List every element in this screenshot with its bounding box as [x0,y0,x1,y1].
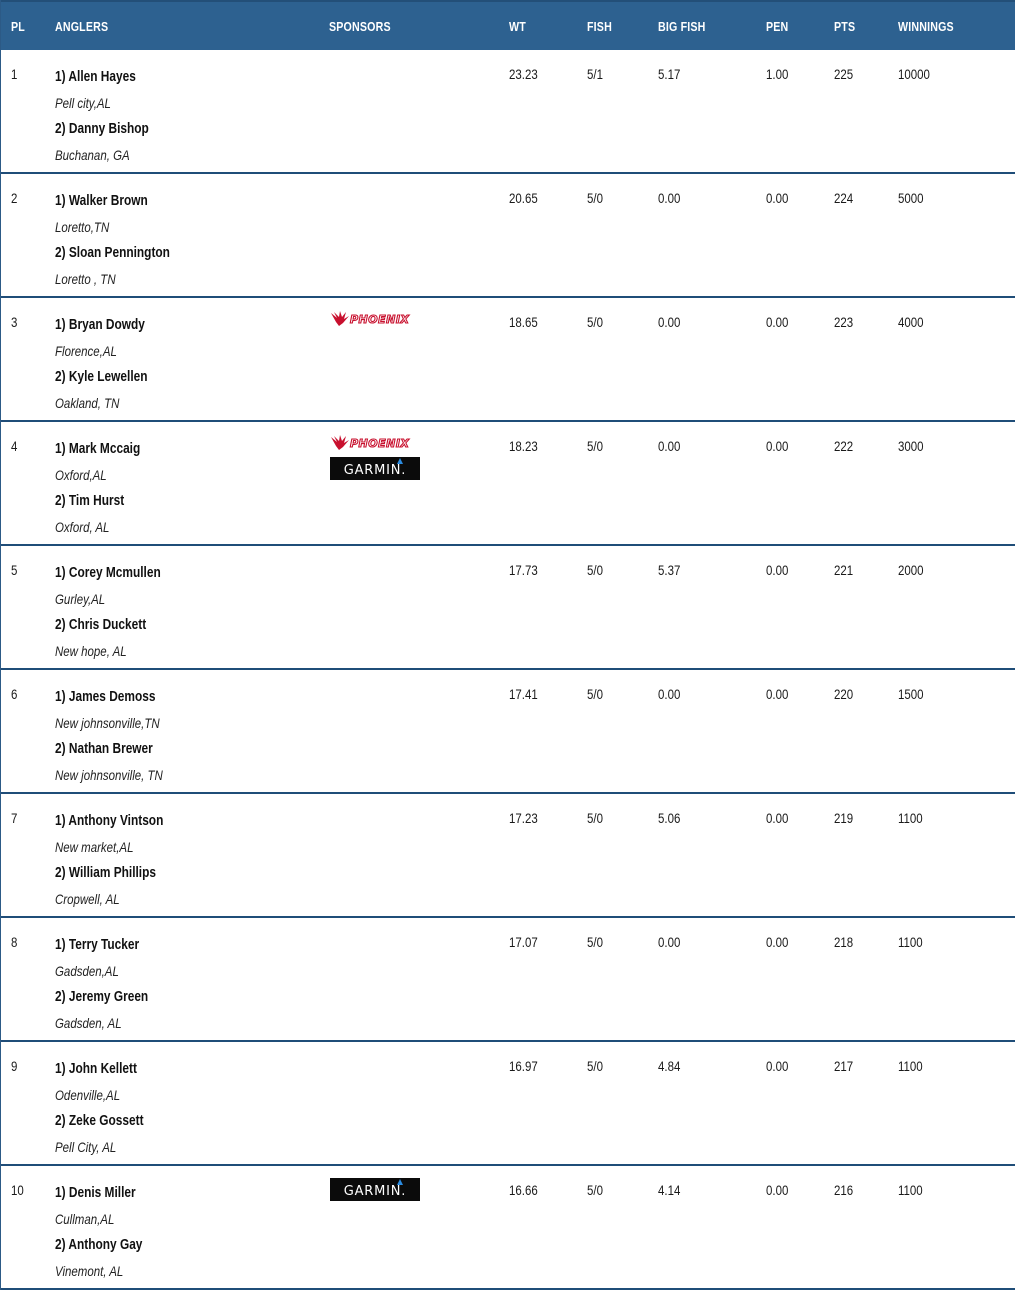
phoenix-logo-text: PHOENIX [350,437,410,450]
angler-1-name: 1) Anthony Vintson [55,813,164,829]
table-row [1,50,1015,174]
angler-1-name: 1) John Kellett [55,1061,137,1077]
weight-cell: 20.65 [509,190,538,206]
angler-2-name: 2) William Phillips [55,865,156,881]
winnings-cell: 1100 [898,934,923,950]
fish-count-cell: 5/1 [587,66,603,82]
place-cell: 5 [11,562,18,578]
header-fish: FISH [587,19,612,34]
angler-2-name: 2) Zeke Gossett [55,1113,144,1129]
garmin-logo-icon [330,1178,420,1201]
big-fish-cell: 5.37 [658,562,681,578]
angler-1-location: Pell city,AL [55,95,111,111]
points-cell: 223 [834,314,854,330]
angler-2-name: 2) Tim Hurst [55,493,125,509]
angler-2-location: New hope, AL [55,643,127,659]
angler-1-name: 1) Walker Brown [55,193,148,209]
angler-1-location: Loretto,TN [55,219,110,235]
angler-2-name: 2) Anthony Gay [55,1237,143,1253]
angler-2-location: Vinemont, AL [55,1263,124,1279]
fish-count-cell: 5/0 [587,1058,603,1074]
header-pen: PEN [766,19,789,34]
winnings-cell: 2000 [898,562,924,578]
angler-1-name: 1) Allen Hayes [55,69,136,85]
angler-1-name: 1) Denis Miller [55,1185,136,1201]
winnings-cell: 1100 [898,1058,923,1074]
angler-1-location: Gurley,AL [55,591,106,607]
angler-2-location: Gadsden, AL [55,1015,122,1031]
penalty-cell: 0.00 [766,1182,789,1198]
angler-2-location: Buchanan, GA [55,147,130,163]
header-pl: PL [11,19,25,34]
points-cell: 222 [834,438,854,454]
big-fish-cell: 4.84 [658,1058,681,1074]
angler-1-name: 1) Bryan Dowdy [55,317,145,333]
table-row [1,794,1015,918]
fish-count-cell: 5/0 [587,934,603,950]
penalty-cell: 0.00 [766,438,789,454]
winnings-cell: 5000 [898,190,924,206]
table-row [1,1042,1015,1166]
big-fish-cell: 0.00 [658,438,681,454]
anglers-cell [55,312,168,416]
penalty-cell: 0.00 [766,562,789,578]
anglers-cell [55,560,184,664]
points-cell: 220 [834,686,854,702]
sponsors-cell [330,1178,420,1207]
big-fish-cell: 0.00 [658,190,681,206]
angler-1-location: New market,AL [55,839,134,855]
anglers-cell [55,1056,163,1160]
phoenix-logo-icon [330,310,418,327]
points-cell: 218 [834,934,854,950]
points-cell: 221 [834,562,854,578]
angler-1-location: Gadsden,AL [55,963,119,979]
angler-2-location: Cropwell, AL [55,891,120,907]
header-wt: WT [509,19,526,34]
penalty-cell: 0.00 [766,686,789,702]
table-row [1,422,1015,546]
weight-cell: 18.65 [509,314,538,330]
big-fish-cell: 5.17 [658,66,681,82]
points-cell: 224 [834,190,854,206]
weight-cell: 17.07 [509,934,538,950]
table-row [1,1166,1015,1290]
angler-1-location: Cullman,AL [55,1211,115,1227]
garmin-logo-icon [330,457,420,480]
weight-cell: 16.66 [509,1182,538,1198]
sponsors-cell [330,310,418,333]
angler-2-location: Oakland, TN [55,395,120,411]
angler-2-name: 2) Chris Duckett [55,617,147,633]
big-fish-cell: 0.00 [658,934,681,950]
anglers-cell [55,436,159,540]
angler-2-name: 2) Nathan Brewer [55,741,153,757]
weight-cell: 17.73 [509,562,538,578]
fish-count-cell: 5/0 [587,562,603,578]
penalty-cell: 0.00 [766,1058,789,1074]
angler-1-name: 1) James Demoss [55,689,156,705]
angler-2-location: Loretto , TN [55,271,116,287]
angler-1-location: Odenville,AL [55,1087,121,1103]
fish-count-cell: 5/0 [587,314,603,330]
angler-1-location: New johnsonville,TN [55,715,160,731]
angler-2-location: New johnsonville, TN [55,767,163,783]
fish-count-cell: 5/0 [587,1182,603,1198]
points-cell: 217 [834,1058,854,1074]
angler-2-name: 2) Sloan Pennington [55,245,170,261]
big-fish-cell: 0.00 [658,314,681,330]
penalty-cell: 0.00 [766,190,789,206]
big-fish-cell: 5.06 [658,810,681,826]
fish-count-cell: 5/0 [587,438,603,454]
penalty-cell: 0.00 [766,934,789,950]
angler-1-location: Florence,AL [55,343,117,359]
anglers-cell [55,188,195,292]
angler-2-name: 2) Jeremy Green [55,989,149,1005]
fish-count-cell: 5/0 [587,810,603,826]
angler-2-name: 2) Danny Bishop [55,121,149,137]
angler-1-name: 1) Mark Mccaig [55,441,141,457]
place-cell: 8 [11,934,18,950]
place-cell: 4 [11,438,18,454]
garmin-logo-text: GARMIN. [343,463,407,478]
header-anglers: ANGLERS [55,19,109,34]
table-body [1,50,1015,1290]
angler-2-location: Oxford, AL [55,519,110,535]
weight-cell: 18.23 [509,438,538,454]
winnings-cell: 1100 [898,1182,923,1198]
angler-1-name: 1) Corey Mcmullen [55,565,161,581]
big-fish-cell: 4.14 [658,1182,681,1198]
angler-2-location: Pell City, AL [55,1139,117,1155]
table-row [1,546,1015,670]
place-cell: 9 [11,1058,18,1074]
penalty-cell: 0.00 [766,314,789,330]
fish-count-cell: 5/0 [587,686,603,702]
anglers-cell [55,932,169,1036]
anglers-cell [55,1180,162,1284]
place-cell: 2 [11,190,18,206]
angler-1-name: 1) Terry Tucker [55,937,140,953]
weight-cell: 17.41 [509,686,538,702]
angler-1-location: Oxford,AL [55,467,107,483]
sponsors-cell [330,434,420,486]
table-row [1,174,1015,298]
winnings-cell: 1500 [898,686,924,702]
header-pts: PTS [834,19,856,34]
winnings-cell: 3000 [898,438,924,454]
weight-cell: 23.23 [509,66,538,82]
table-row [1,670,1015,794]
weight-cell: 17.23 [509,810,538,826]
phoenix-logo-icon [330,434,418,451]
garmin-logo-text: GARMIN. [343,1184,407,1199]
points-cell: 219 [834,810,854,826]
place-cell: 10 [11,1182,24,1198]
fish-count-cell: 5/0 [587,190,603,206]
phoenix-logo-text: PHOENIX [350,313,410,326]
place-cell: 1 [11,66,18,82]
anglers-cell [55,684,187,788]
penalty-cell: 0.00 [766,810,789,826]
winnings-cell: 4000 [898,314,924,330]
place-cell: 7 [11,810,18,826]
place-cell: 3 [11,314,18,330]
anglers-cell [55,64,169,168]
table-row [1,298,1015,422]
points-cell: 225 [834,66,854,82]
table-header [1,0,1015,50]
winnings-cell: 1100 [898,810,923,826]
place-cell: 6 [11,686,18,702]
penalty-cell: 1.00 [766,66,789,82]
header-big-fish: BIG FISH [658,19,706,34]
weight-cell: 16.97 [509,1058,538,1074]
table-row [1,918,1015,1042]
angler-2-name: 2) Kyle Lewellen [55,369,148,385]
anglers-cell [55,808,187,912]
winnings-cell: 10000 [898,66,930,82]
points-cell: 216 [834,1182,854,1198]
header-sponsors: SPONSORS [329,19,391,34]
big-fish-cell: 0.00 [658,686,681,702]
header-winnings: WINNINGS [898,19,954,34]
